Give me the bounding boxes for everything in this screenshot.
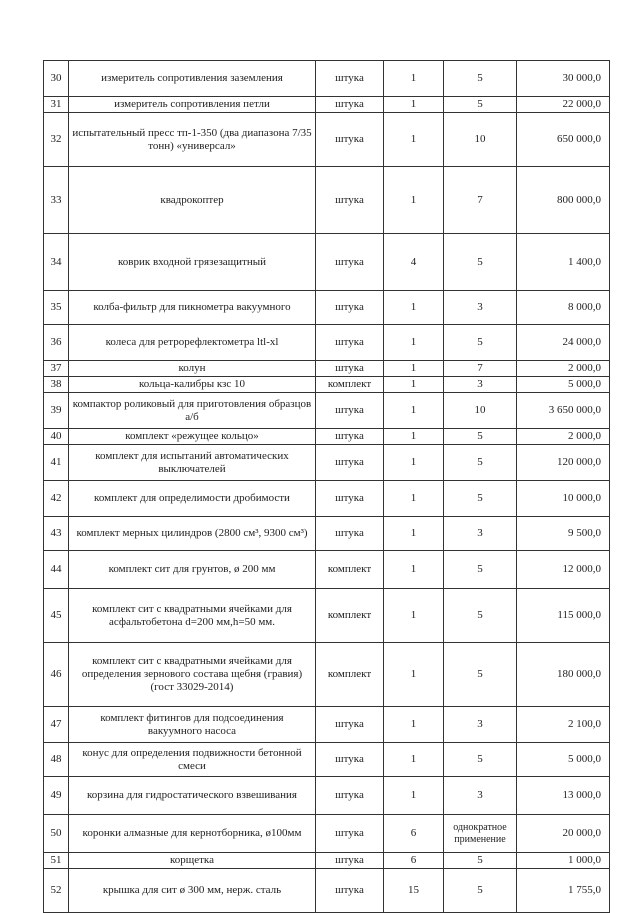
service-life-cell: 5: [444, 481, 517, 517]
item-name-cell: квадрокоптер: [69, 167, 316, 234]
quantity-cell: 1: [384, 377, 444, 393]
item-name-cell: комплект мерных цилиндров (2800 см³, 9300 см³): [69, 517, 316, 551]
unit-of-measure-cell: штука: [316, 707, 384, 743]
item-name-cell: комплект сит с квадратными ячейками для определения зернового состава щебня (гравия) (гост 33029-2014): [69, 643, 316, 707]
table-row: [44, 869, 610, 913]
service-life-cell: однократное применение: [444, 815, 517, 853]
service-life-cell: 3: [444, 707, 517, 743]
quantity-cell: 1: [384, 481, 444, 517]
service-life-cell: 5: [444, 643, 517, 707]
row-number-cell: 30: [44, 61, 69, 97]
table-row: [44, 445, 610, 481]
row-number-cell: 36: [44, 325, 69, 361]
unit-of-measure-cell: штука: [316, 61, 384, 97]
unit-of-measure-cell: комплект: [316, 643, 384, 707]
price-cell: 9 500,0: [517, 517, 610, 551]
unit-of-measure-cell: штука: [316, 743, 384, 777]
service-life-cell: 5: [444, 325, 517, 361]
quantity-cell: 1: [384, 61, 444, 97]
service-life-cell: 5: [444, 234, 517, 291]
table-row: [44, 234, 610, 291]
item-name-cell: коронки алмазные для кернотборника, ø100мм: [69, 815, 316, 853]
service-life-cell: 7: [444, 167, 517, 234]
item-name-cell: комплект сит с квадратными ячейками для асфальтобетона d=200 мм,h=50 мм.: [69, 589, 316, 643]
item-name-cell: корзина для гидростатического взвешивания: [69, 777, 316, 815]
price-cell: 650 000,0: [517, 113, 610, 167]
row-number-cell: 42: [44, 481, 69, 517]
table-row: [44, 481, 610, 517]
service-life-cell: 5: [444, 445, 517, 481]
unit-of-measure-cell: штука: [316, 393, 384, 429]
quantity-cell: 1: [384, 445, 444, 481]
table-row: [44, 777, 610, 815]
price-cell: 1 000,0: [517, 853, 610, 869]
table-row: [44, 853, 610, 869]
item-name-cell: конус для определения подвижности бетонной смеси: [69, 743, 316, 777]
unit-of-measure-cell: комплект: [316, 377, 384, 393]
item-name-cell: испытательный пресс тп-1-350 (два диапазона 7/35 тонн) «универсал»: [69, 113, 316, 167]
item-name-cell: комплект «режущее кольцо»: [69, 429, 316, 445]
quantity-cell: 1: [384, 167, 444, 234]
row-number-cell: 35: [44, 291, 69, 325]
price-cell: 22 000,0: [517, 97, 610, 113]
price-cell: 120 000,0: [517, 445, 610, 481]
table-row: [44, 61, 610, 97]
row-number-cell: 34: [44, 234, 69, 291]
service-life-cell: 5: [444, 743, 517, 777]
price-cell: 3 650 000,0: [517, 393, 610, 429]
price-cell: 8 000,0: [517, 291, 610, 325]
item-name-cell: комплект для испытаний автоматических выключателей: [69, 445, 316, 481]
quantity-cell: 1: [384, 361, 444, 377]
quantity-cell: 1: [384, 743, 444, 777]
price-cell: 10 000,0: [517, 481, 610, 517]
table-row: [44, 393, 610, 429]
unit-of-measure-cell: комплект: [316, 551, 384, 589]
item-name-cell: колба-фильтр для пикнометра вакуумного: [69, 291, 316, 325]
quantity-cell: 1: [384, 707, 444, 743]
table-body: [44, 61, 610, 913]
service-life-cell: 5: [444, 551, 517, 589]
price-cell: 24 000,0: [517, 325, 610, 361]
item-name-cell: компактор роликовый для приготовления образцов а/б: [69, 393, 316, 429]
price-cell: 1 755,0: [517, 869, 610, 913]
table-row: [44, 429, 610, 445]
table-row: [44, 361, 610, 377]
item-name-cell: измеритель сопротивления петли: [69, 97, 316, 113]
unit-of-measure-cell: штука: [316, 869, 384, 913]
item-name-cell: колеса для ретрорефлектометра ltl-xl: [69, 325, 316, 361]
quantity-cell: 1: [384, 643, 444, 707]
quantity-cell: 1: [384, 429, 444, 445]
row-number-cell: 39: [44, 393, 69, 429]
table-row: [44, 325, 610, 361]
price-cell: 800 000,0: [517, 167, 610, 234]
row-number-cell: 31: [44, 97, 69, 113]
table-row: [44, 113, 610, 167]
price-cell: 180 000,0: [517, 643, 610, 707]
unit-of-measure-cell: штука: [316, 97, 384, 113]
unit-of-measure-cell: комплект: [316, 589, 384, 643]
price-cell: 5 000,0: [517, 377, 610, 393]
item-name-cell: коврик входной грязезащитный: [69, 234, 316, 291]
quantity-cell: 6: [384, 853, 444, 869]
price-cell: 2 000,0: [517, 429, 610, 445]
service-life-cell: 5: [444, 97, 517, 113]
item-name-cell: крышка для сит ø 300 мм, нерж. сталь: [69, 869, 316, 913]
table-row: [44, 517, 610, 551]
item-name-cell: колун: [69, 361, 316, 377]
unit-of-measure-cell: штука: [316, 517, 384, 551]
unit-of-measure-cell: штука: [316, 777, 384, 815]
service-life-cell: 5: [444, 429, 517, 445]
service-life-cell: 5: [444, 853, 517, 869]
item-name-cell: комплект фитингов для подсоединения вакуумного насоса: [69, 707, 316, 743]
quantity-cell: 4: [384, 234, 444, 291]
unit-of-measure-cell: штука: [316, 234, 384, 291]
table-row: [44, 551, 610, 589]
service-life-cell: 7: [444, 361, 517, 377]
service-life-cell: 10: [444, 393, 517, 429]
row-number-cell: 47: [44, 707, 69, 743]
price-cell: 5 000,0: [517, 743, 610, 777]
table-row: [44, 815, 610, 853]
price-cell: 30 000,0: [517, 61, 610, 97]
unit-of-measure-cell: штука: [316, 853, 384, 869]
table-row: [44, 707, 610, 743]
price-cell: 12 000,0: [517, 551, 610, 589]
service-life-cell: 5: [444, 589, 517, 643]
row-number-cell: 43: [44, 517, 69, 551]
unit-of-measure-cell: штука: [316, 361, 384, 377]
row-number-cell: 33: [44, 167, 69, 234]
quantity-cell: 1: [384, 97, 444, 113]
table-row: [44, 643, 610, 707]
quantity-cell: 1: [384, 517, 444, 551]
row-number-cell: 51: [44, 853, 69, 869]
service-life-cell: 10: [444, 113, 517, 167]
document-table-container: [43, 60, 609, 913]
row-number-cell: 38: [44, 377, 69, 393]
service-life-cell: 5: [444, 869, 517, 913]
table-row: [44, 743, 610, 777]
quantity-cell: 1: [384, 589, 444, 643]
row-number-cell: 49: [44, 777, 69, 815]
quantity-cell: 6: [384, 815, 444, 853]
quantity-cell: 1: [384, 325, 444, 361]
unit-of-measure-cell: штука: [316, 167, 384, 234]
row-number-cell: 46: [44, 643, 69, 707]
item-name-cell: корщетка: [69, 853, 316, 869]
row-number-cell: 37: [44, 361, 69, 377]
service-life-cell: 5: [444, 61, 517, 97]
quantity-cell: 1: [384, 551, 444, 589]
item-name-cell: комплект сит для грунтов, ø 200 мм: [69, 551, 316, 589]
unit-of-measure-cell: штука: [316, 325, 384, 361]
price-cell: 2 100,0: [517, 707, 610, 743]
row-number-cell: 44: [44, 551, 69, 589]
service-life-cell: 3: [444, 291, 517, 325]
unit-of-measure-cell: штука: [316, 291, 384, 325]
price-cell: 13 000,0: [517, 777, 610, 815]
unit-of-measure-cell: штука: [316, 815, 384, 853]
table-row: [44, 377, 610, 393]
row-number-cell: 45: [44, 589, 69, 643]
item-name-cell: измеритель сопротивления заземления: [69, 61, 316, 97]
table-row: [44, 589, 610, 643]
quantity-cell: 1: [384, 291, 444, 325]
unit-of-measure-cell: штука: [316, 445, 384, 481]
unit-of-measure-cell: штука: [316, 429, 384, 445]
price-cell: 115 000,0: [517, 589, 610, 643]
row-number-cell: 32: [44, 113, 69, 167]
table-row: [44, 97, 610, 113]
quantity-cell: 1: [384, 113, 444, 167]
quantity-cell: 15: [384, 869, 444, 913]
price-cell: 2 000,0: [517, 361, 610, 377]
unit-of-measure-cell: штука: [316, 481, 384, 517]
item-name-cell: кольца-калибры кзс 10: [69, 377, 316, 393]
row-number-cell: 48: [44, 743, 69, 777]
row-number-cell: 52: [44, 869, 69, 913]
quantity-cell: 1: [384, 777, 444, 815]
service-life-cell: 3: [444, 777, 517, 815]
table-row: [44, 291, 610, 325]
price-cell: 20 000,0: [517, 815, 610, 853]
service-life-cell: 3: [444, 377, 517, 393]
unit-of-measure-cell: штука: [316, 113, 384, 167]
equipment-table: [43, 60, 610, 913]
row-number-cell: 41: [44, 445, 69, 481]
price-cell: 1 400,0: [517, 234, 610, 291]
quantity-cell: 1: [384, 393, 444, 429]
row-number-cell: 50: [44, 815, 69, 853]
table-row: [44, 167, 610, 234]
item-name-cell: комплект для определимости дробимости: [69, 481, 316, 517]
row-number-cell: 40: [44, 429, 69, 445]
service-life-cell: 3: [444, 517, 517, 551]
